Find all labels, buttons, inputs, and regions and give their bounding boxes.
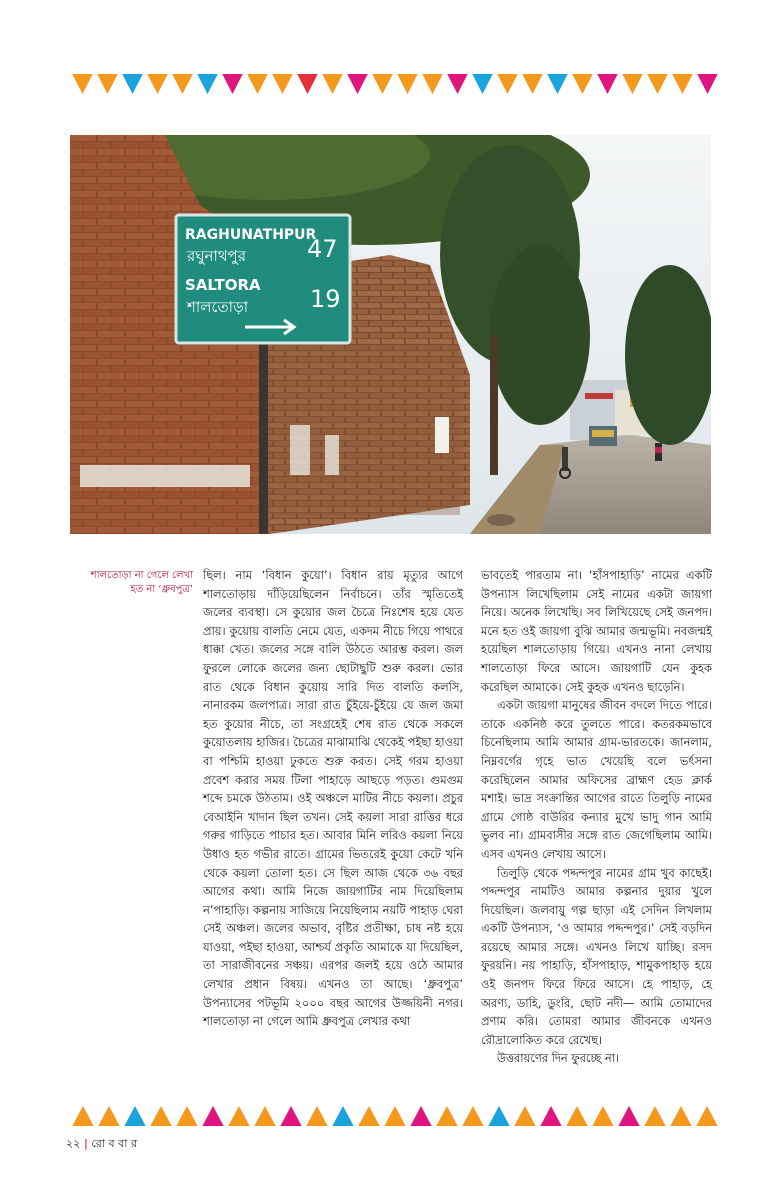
bottom-triangle-strip xyxy=(70,1104,720,1128)
decor-triangle xyxy=(72,1106,93,1126)
sign-pole xyxy=(259,340,268,534)
paragraph: তিলুড়ি থেকে পদ্দন্দপুর নামের গ্রাম খুব কাছেই। পদ্দন্দপুর নামটিও আমার কল্পনার দুয়ার খুলে দিয়েছিল। জলবায়ু গল্প ছাড়া এই সেদিন লিখলাম একটি উপন্যাস, ‘ও আমার পদ্দন্দপুর।’ সেই বড়দিন রয়েছে আমার সঙ্গে। এখনও লিখে যাচ্ছি। রসদ ফুরয়নি। নয় পাহাড়ি, হাঁসপাহাড়, শামুকপাহাড় হয়ে ওই জনপদ ফিরে ফিরে আসে। হে পাহাড়, হে অরণ্য, ডাহি, ডুংরি, ছোট নদী— আমি তোমাদের প্রণাম করি। তোমরা আমার জীবনকে এখনও রৌদ্রালোকিত করে রেখেছ। xyxy=(481,865,712,1047)
decor-triangle xyxy=(306,1106,327,1126)
decor-triangle xyxy=(514,1106,535,1126)
decor-triangle xyxy=(422,74,443,94)
decor-triangle xyxy=(97,74,118,94)
sign-raghunathpur-bn: রঘুনাথপুর xyxy=(187,247,246,265)
bottom-triangle-border xyxy=(70,1104,720,1128)
decor-triangle xyxy=(462,1106,483,1126)
decor-triangle xyxy=(410,1106,431,1126)
magazine-name: রো ব বা র xyxy=(91,1137,138,1150)
caption-line-2: হত না ‘ধ্রুবপুত্র’ xyxy=(130,584,193,595)
decor-triangle xyxy=(197,74,218,94)
sign-raghunathpur-en: RAGHUNATHPUR xyxy=(185,227,317,243)
shop-sign xyxy=(585,393,613,399)
decor-triangle xyxy=(644,1106,665,1126)
paragraph: উত্তরায়ণের দিন ফুরচ্ছে না। xyxy=(497,1051,620,1066)
decor-triangle xyxy=(202,1106,223,1126)
decor-triangle xyxy=(696,1106,717,1126)
decor-triangle xyxy=(622,74,643,94)
decor-triangle xyxy=(472,74,493,94)
top-triangle-strip xyxy=(70,72,720,96)
decor-triangle xyxy=(672,74,693,94)
decor-triangle xyxy=(332,1106,353,1126)
decor-triangle xyxy=(147,74,168,94)
decor-triangle xyxy=(297,74,318,94)
decor-triangle xyxy=(488,1106,509,1126)
folio-separator: | xyxy=(83,1137,88,1150)
sign-saltora-bn: শালতোড়া xyxy=(187,298,249,316)
paragraph: ছিল। নাম ‘বিধান কুয়ো’। বিধান রায় মৃত্যুর আগে শালতোড়ায় দাঁড়িয়েছিলেন নির্বাচনে। তাঁর স্মৃতিতেই জলের ব্যবস্থা। সে কুয়োর জল চৈত্রে নিঃশেষ হয়ে যেত প্রায়। কুয়োয় বালতি নেমে যেত, একদম নীচে গিয়ে পাথরে ধাক্কা খেত। জলের সঙ্গে বালি উঠতে আরম্ভ করল। জল ফুরলে লোকে জলের জন্য ছোটাছুটি শুরু করল। ভোর রাত থেকে বিধান কুয়োয় সারি দিত বালতি কলসি, নানারকম জলপাত্র। সারা রাত চুঁইয়ে-চুঁইয়ে যে জল জমা হত কুয়োর নীচে, তা সংগ্রহেই শেষ রাত থেকে সকলে কুয়োতলায় হাজির। চৈত্রের মাঝামাঝি থেকেই পইছা হাওয়া বা পশ্চিমি হাওয়া ঢুকতে শুরু করত। সেই গরম হাওয়া প্রবেশ করার সময় টিলা পাহাড়ে আছড়ে পড়ত। গুমগুম শব্দে চমকে উঠতাম। ওই অঞ্চলে মাটির নীচে কয়লা। প্রচুর বেআইনি খাদান ছিল তখন। সেই কয়লা সারা রাত্তির ধরে গরুর গাড়িতে পাচার হত। আবার মিনি লরিও কয়লা নিয়ে উধাও হত গভীর রাতে। গ্রামের ভিতরেই কুয়ো কেটে খনি থেকে কয়লা তোলা হত। সে ছিল আজ থেকে ৩৬ বছর আগের কথা। আমি নিজে জায়গাটির নাম দিয়েছিলাম ন’পাহাড়ি। কল্পনায় সাজিয়ে নিয়েছিলাম নয়টি পাহাড় ঘেরা সেই অঞ্চল। জলের অভাব, বৃষ্টির প্রতীক্ষা, চাষ নষ্ট হয়ে যাওয়া, পইছা হাওয়া, আশ্চর্য প্রকৃতি আমাকে যা দিয়েছিল, তা সারাজীবনের সঞ্চয়। এরপর জলই হয়ে ওঠে আমার লেখার প্রধান বিষয়। এখনও তা আছে। ‘ধ্রুবপুত্র’ উপন্যাসের পটভূমি ২০০০ বছর আগের উজ্জয়িনী নগর। শালতোড়া না গেলে আমি ধ্রুবপুত্র লেখার কথা xyxy=(203,568,463,1029)
tree-trunk xyxy=(490,335,498,475)
article-column-1 xyxy=(203,566,463,1031)
decor-triangle xyxy=(436,1106,457,1126)
decor-triangle xyxy=(358,1106,379,1126)
decor-triangle xyxy=(572,74,593,94)
decor-triangle xyxy=(176,1106,197,1126)
decor-triangle xyxy=(697,74,718,94)
decor-triangle xyxy=(547,74,568,94)
decor-triangle xyxy=(98,1106,119,1126)
decor-triangle xyxy=(122,74,143,94)
tree-canopy xyxy=(625,265,711,445)
decor-triangle xyxy=(247,74,268,94)
caption-line-1: শালতোড়া না গেলে লেখা xyxy=(90,570,193,581)
decor-triangle xyxy=(150,1106,171,1126)
photo-illustration xyxy=(70,135,711,534)
decor-triangle xyxy=(447,74,468,94)
decor-triangle xyxy=(592,1106,613,1126)
decor-triangle xyxy=(670,1106,691,1126)
top-triangle-border xyxy=(70,72,720,96)
whitewash xyxy=(80,465,250,487)
decor-triangle xyxy=(228,1106,249,1126)
decor-triangle xyxy=(280,1106,301,1126)
page-folio xyxy=(66,1135,137,1154)
decor-triangle xyxy=(322,74,343,94)
decor-triangle xyxy=(522,74,543,94)
decor-triangle xyxy=(272,74,293,94)
whitewash xyxy=(325,435,339,475)
decor-triangle xyxy=(372,74,393,94)
decor-triangle xyxy=(618,1106,639,1126)
roadside-photo xyxy=(70,135,711,534)
decor-triangle xyxy=(254,1106,275,1126)
decor-triangle xyxy=(566,1106,587,1126)
decor-triangle xyxy=(597,74,618,94)
decor-triangle xyxy=(124,1106,145,1126)
decor-triangle xyxy=(497,74,518,94)
sign-saltora-en: SALTORA xyxy=(185,276,261,294)
truck-cargo xyxy=(592,430,614,437)
decor-triangle xyxy=(347,74,368,94)
decor-triangle xyxy=(172,74,193,94)
dog xyxy=(487,514,515,526)
decor-triangle xyxy=(540,1106,561,1126)
paragraph: একটা জায়গা মানুষের জীবন বদলে দিতে পারে। তাকে একনিষ্ঠ করে তুলতে পারে। কতরকমভাবে চিনেছিলাম আমি আমার গ্রাম-ভারতকে। জানলাম, নিম্নবর্গের গৃহে ভাত খেয়েছি বলে ভর্ৎসনা করেছিলেন আমার অফিসের ব্রাহ্মণ হেড ক্লার্ক মশাই। ভাদ্র সংক্রান্তির আগের রাতে তিলুড়ি নামের গ্রামে গোষ্ঠ বাউরির কন্যার মুখে ভাদু গান আমি ভুলব না। গ্রামবাসীর সঙ্গে রাত জেগেছিলাম আমি। এসব এখনও লেখায় আসে। xyxy=(481,698,712,861)
article-column-2 xyxy=(481,566,712,1068)
decor-triangle xyxy=(72,74,93,94)
decor-triangle xyxy=(384,1106,405,1126)
sign-saltora-km: 19 xyxy=(310,285,341,313)
notice-paper xyxy=(435,417,449,453)
whitewash xyxy=(290,425,310,475)
sign-raghunathpur-km: 47 xyxy=(307,235,338,263)
decor-triangle xyxy=(222,74,243,94)
page-number: ২২ xyxy=(66,1137,81,1150)
tree-canopy xyxy=(490,245,590,425)
decor-triangle xyxy=(647,74,668,94)
decor-triangle xyxy=(397,74,418,94)
paragraph: ভাবতেই পারতাম না। ‘হাঁসপাহাড়ি’ নামের একটি উপন্যাস লিখেছিলাম সেই নামের একটা জায়গা নিয়ে। অনেক লিখেছি। সব লিখিয়েছে সেই জনপদ। মনে হত ওই জায়গা বুঝি আমার জন্মভূমি। নবজন্মই হয়েছিল শালতোড়ায় গিয়ে। এখনও নানা লেখায় শালতোড়া ফিরে আসে। জায়গাটি যেন কুহক করেছিল আমাকে। সেই কুহক এখনও ছাড়েনি। xyxy=(481,568,712,694)
photo-caption xyxy=(70,569,193,597)
rider-shirt xyxy=(655,447,662,453)
